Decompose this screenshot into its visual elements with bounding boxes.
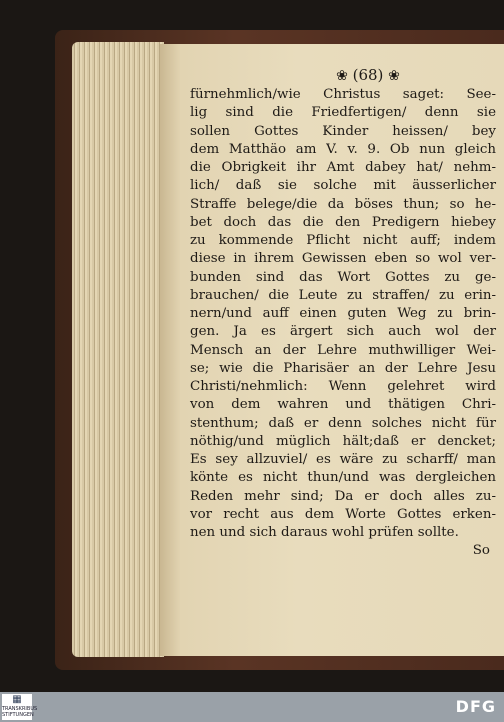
text-line: Es sey allzuviel/ es wäre zu scharff/ man [190, 452, 496, 467]
text-line: Reden mehr sind; Da er doch alles zu- [190, 488, 496, 504]
text-line: Straffe belege/die da böses thun; so he- [190, 196, 496, 212]
footer-bar [0, 692, 504, 722]
text-line: von dem wahren und thätigen Chri- [190, 397, 496, 413]
page-text-block [190, 66, 496, 560]
ornament-right-icon: ❀ [388, 68, 400, 84]
book-page [160, 44, 504, 656]
text-line: lich/ daß sie solche mit äusserlicher [190, 178, 496, 194]
text-line: Christi/nehmlich: Wenn gelehret wird [190, 379, 496, 394]
text-line: dem Matthäo am V. v. 9. Ob nun gleich [190, 141, 496, 157]
text-line: stenthum; daß er denn solches nicht für [190, 415, 496, 431]
text-line: könte es nicht thun/und was dergleichen [190, 470, 496, 486]
text-line: brauchen/ die Leute zu straffen/ zu erin- [190, 287, 496, 303]
text-line: bet doch das die den Predigern hiebey [190, 214, 496, 230]
text-line: zu kommende Pflicht nicht auff; indem [190, 233, 496, 248]
text-line: se; wie die Pharisäer an der Lehre Jesu [190, 360, 496, 376]
text-line: bunden sind das Wort Gottes zu ge- [190, 269, 496, 285]
catchword: So [472, 543, 490, 559]
text-line: lig sind die Friedfertigen/ denn sie [190, 105, 496, 121]
text-line: vor recht aus dem Worte Gottes erken- [190, 506, 496, 522]
library-logo-icon: ▦ [12, 694, 22, 705]
page-header [240, 66, 496, 85]
text-line: fürnehmlich/wie Christus saget: See- [190, 87, 496, 102]
library-logo[interactable] [2, 694, 38, 720]
text-line: nern/und auff einen guten Weg zu brin- [190, 306, 496, 321]
text-line: nen und sich daraus wohl prüfen sollte. [190, 525, 459, 540]
text-line: Mensch an der Lehre muthwilliger Wei- [190, 342, 496, 358]
text-line: die Obrigkeit ihr Amt dabey hat/ nehm- [190, 160, 496, 175]
text-line: nöthig/und müglich hält;daß er dencket; [190, 433, 496, 449]
text-line: diese in ihrem Gewissen eben so wol ver- [190, 251, 496, 267]
dfg-logo[interactable]: DFG [455, 697, 496, 716]
page-number: (68) [352, 66, 384, 84]
text-line: gen. Ja es ärgert sich auch wol der [190, 324, 496, 340]
text-line: sollen Gottes Kinder heissen/ bey [190, 123, 496, 139]
ornament-left-icon: ❀ [336, 68, 348, 84]
library-logo-text: TRANSKRIBUS STIFTUNGEN [2, 706, 38, 718]
text-lines [190, 86, 496, 542]
page-edges [72, 42, 164, 657]
